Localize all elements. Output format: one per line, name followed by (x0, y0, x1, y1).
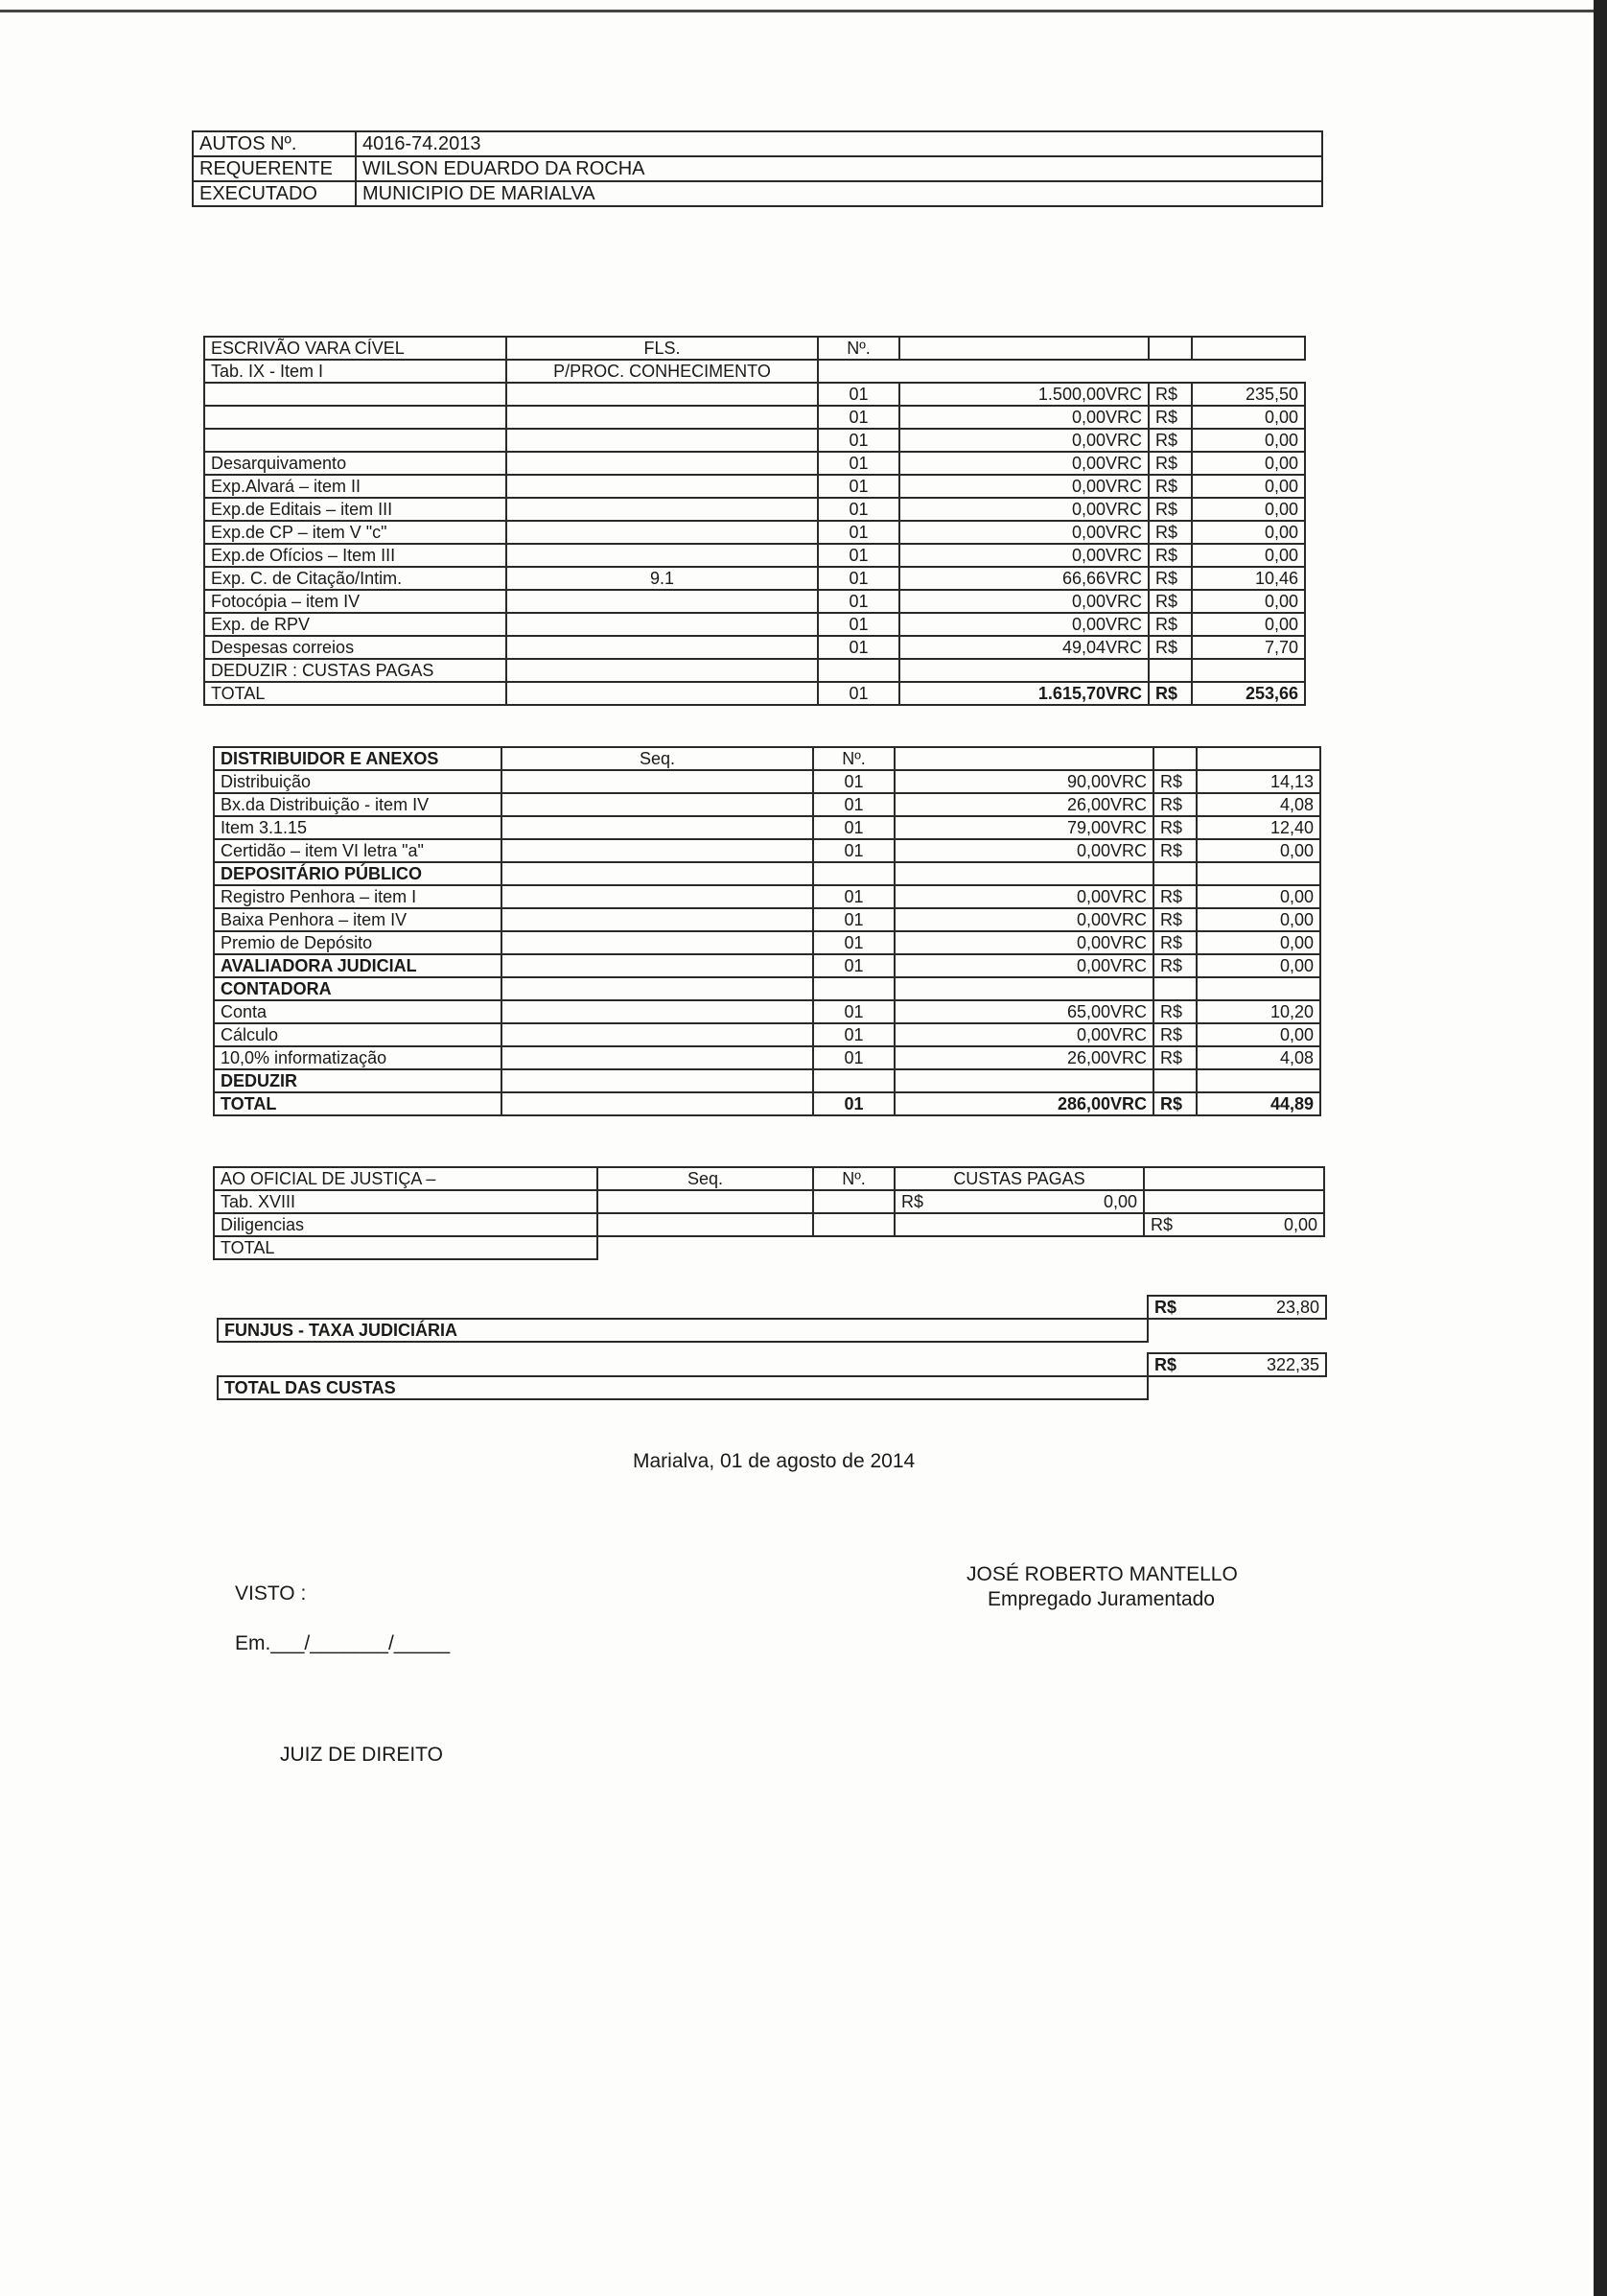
row-label: Desarquivamento (204, 452, 506, 475)
row-vrc: 0,00VRC (899, 475, 1149, 498)
row-value: 0,00 (1197, 839, 1320, 862)
row-value: 4,08 (1197, 793, 1320, 816)
row-seq (501, 793, 813, 816)
table-row (204, 383, 1305, 406)
row-number: 01 (813, 1000, 895, 1023)
oficial-table (213, 1166, 1325, 1260)
scan-top-edge (0, 10, 1607, 12)
row-seq (501, 908, 813, 931)
row-label: Despesas correios (204, 636, 506, 659)
total-number: 01 (813, 1092, 895, 1115)
row-value: 235,50 (1192, 383, 1305, 406)
row-seq (501, 954, 813, 977)
custas-pagas-label: CUSTAS PAGAS (953, 1169, 1085, 1188)
row-vrc: 49,04VRC (899, 636, 1149, 659)
row-currency: R$ (1153, 1046, 1197, 1069)
custas-val: 0,00 (1103, 1192, 1137, 1211)
judge-label: JUIZ DE DIREITO (280, 1744, 443, 1766)
row-value: 0,00 (1197, 1023, 1320, 1046)
row-seq (506, 498, 818, 521)
row-number: 01 (813, 931, 895, 954)
row-value: 0,00 (1192, 544, 1305, 567)
header-label: REQUERENTE (193, 156, 356, 181)
custas-pagas-cell (895, 1167, 1144, 1190)
row-vrc: 79,00VRC (895, 816, 1153, 839)
header-label: AUTOS Nº. (193, 131, 356, 156)
row-label: Exp.de Ofícios – Item III (204, 544, 506, 567)
table-row (214, 1000, 1320, 1023)
total-label: TOTAL (204, 682, 506, 705)
row-vrc: 0,00VRC (899, 498, 1149, 521)
total-custas-val: 322,35 (1266, 1355, 1319, 1374)
row-label (204, 383, 506, 406)
row-currency (1149, 659, 1192, 682)
row-currency: R$ (1153, 885, 1197, 908)
row-vrc: 0,00VRC (899, 452, 1149, 475)
row-vrc (895, 977, 1153, 1000)
row-currency: R$ (1149, 383, 1192, 406)
row-vrc: 0,00VRC (895, 885, 1153, 908)
row-number: 01 (818, 613, 899, 636)
row-number: 01 (818, 498, 899, 521)
total-vrc: 286,00VRC (895, 1092, 1153, 1115)
seq-label: Seq. (597, 1167, 813, 1190)
row-seq (501, 1046, 813, 1069)
row-label: Baixa Penhora – item IV (214, 908, 501, 931)
row-vrc: 65,00VRC (895, 1000, 1153, 1023)
row-vrc: 0,00VRC (899, 544, 1149, 567)
fls-label: FLS. (506, 337, 818, 360)
custas-cur: R$ (901, 1192, 924, 1211)
row-currency: R$ (1149, 567, 1192, 590)
scan-right-edge (1594, 0, 1607, 2296)
row-seq (501, 931, 813, 954)
row-label: Distribuição (214, 770, 501, 793)
row-seq (501, 885, 813, 908)
row-number: 01 (813, 1023, 895, 1046)
row-vrc: 66,66VRC (899, 567, 1149, 590)
table-row (214, 908, 1320, 931)
row-number: 01 (818, 636, 899, 659)
header-value: 4016-74.2013 (356, 131, 1322, 156)
table-row (214, 931, 1320, 954)
row-seq (501, 862, 813, 885)
row-label: CONTADORA (214, 977, 501, 1000)
row-currency: R$ (1153, 770, 1197, 793)
row-number (813, 1069, 895, 1092)
row-vrc: 0,00VRC (895, 931, 1153, 954)
row-vrc: 0,00VRC (899, 406, 1149, 429)
row-number: 01 (818, 567, 899, 590)
row-value: 0,00 (1197, 908, 1320, 931)
row-value: 0,00 (1192, 590, 1305, 613)
row-seq (506, 521, 818, 544)
table-row (214, 954, 1320, 977)
row-vrc (899, 659, 1149, 682)
table-row (214, 816, 1320, 839)
no-label: Nº. (818, 337, 899, 360)
row-label: Exp.de CP – item V "c" (204, 521, 506, 544)
total-number: 01 (818, 682, 899, 705)
total-seq (501, 1092, 813, 1115)
total-custas-cur: R$ (1154, 1355, 1177, 1374)
row-seq (501, 1000, 813, 1023)
row-seq (501, 816, 813, 839)
row-value (1197, 862, 1320, 885)
row-label: Conta (214, 1000, 501, 1023)
table-row (204, 521, 1305, 544)
row-label (204, 429, 506, 452)
row-seq (506, 429, 818, 452)
row-currency: R$ (1153, 931, 1197, 954)
row-currency: R$ (1149, 544, 1192, 567)
total-label: TOTAL (214, 1092, 501, 1115)
row-currency: R$ (1153, 816, 1197, 839)
row-vrc: 0,00VRC (899, 613, 1149, 636)
row-currency: R$ (1153, 1000, 1197, 1023)
row-value (1197, 977, 1320, 1000)
row-seq (506, 659, 818, 682)
row-label (204, 406, 506, 429)
row-seq (501, 839, 813, 862)
row-label: DEDUZIR (214, 1069, 501, 1092)
row-currency: R$ (1149, 590, 1192, 613)
row-currency: R$ (1149, 406, 1192, 429)
header-row (193, 156, 1322, 181)
row-seq (506, 406, 818, 429)
row-currency: R$ (1149, 498, 1192, 521)
row-label: Registro Penhora – item I (214, 885, 501, 908)
row-label: DEPOSITÁRIO PÚBLICO (214, 862, 501, 885)
row-currency: R$ (1153, 839, 1197, 862)
row-value: 14,13 (1197, 770, 1320, 793)
row-value: 0,00 (1192, 475, 1305, 498)
row-value (1192, 659, 1305, 682)
total-currency: R$ (1149, 682, 1192, 705)
total-value: 44,89 (1197, 1092, 1320, 1115)
row-seq (506, 475, 818, 498)
table-row (204, 567, 1305, 590)
dil-cur: R$ (1151, 1215, 1174, 1234)
row-label: Bx.da Distribuição - item IV (214, 793, 501, 816)
row-vrc: 0,00VRC (895, 908, 1153, 931)
row-label: DEDUZIR : CUSTAS PAGAS (204, 659, 506, 682)
table-row (214, 862, 1320, 885)
header-row (193, 131, 1322, 156)
row-vrc (895, 1069, 1153, 1092)
row-value: 0,00 (1192, 429, 1305, 452)
row-value: 7,70 (1192, 636, 1305, 659)
row-value: 0,00 (1192, 521, 1305, 544)
funjus-table (217, 1295, 1327, 1343)
row-number: 01 (813, 770, 895, 793)
funjus-label: FUNJUS - TAXA JUDICIÁRIA (218, 1319, 1148, 1342)
oficial-title: AO OFICIAL DE JUSTIÇA – (214, 1167, 597, 1190)
row-seq (506, 544, 818, 567)
header-row (193, 181, 1322, 206)
row-seq (501, 1069, 813, 1092)
row-seq: 9.1 (506, 567, 818, 590)
table-row (204, 590, 1305, 613)
header-value: MUNICIPIO DE MARIALVA (356, 181, 1322, 206)
table-row (204, 544, 1305, 567)
row-number: 01 (818, 590, 899, 613)
row-label: Exp. C. de Citação/Intim. (204, 567, 506, 590)
row-number: 01 (813, 793, 895, 816)
row-currency: R$ (1153, 908, 1197, 931)
row-currency: R$ (1149, 452, 1192, 475)
row-seq (501, 977, 813, 1000)
row-value: 0,00 (1192, 498, 1305, 521)
table-row (204, 613, 1305, 636)
header-value: WILSON EDUARDO DA ROCHA (356, 156, 1322, 181)
row-currency (1153, 862, 1197, 885)
row-value (1197, 1069, 1320, 1092)
row-vrc: 1.500,00VRC (899, 383, 1149, 406)
row-value: 10,20 (1197, 1000, 1320, 1023)
fls-sub: P/PROC. CONHECIMENTO (506, 360, 818, 383)
row-seq (506, 636, 818, 659)
table-row (214, 885, 1320, 908)
row-label: Item 3.1.15 (214, 816, 501, 839)
table-row (204, 452, 1305, 475)
row-value: 0,00 (1197, 954, 1320, 977)
row-value: 12,40 (1197, 816, 1320, 839)
row-seq (501, 770, 813, 793)
distribuidor-title: DISTRIBUIDOR E ANEXOS (214, 747, 501, 770)
row-currency: R$ (1149, 429, 1192, 452)
header-label: EXECUTADO (193, 181, 356, 206)
signer-name: JOSÉ ROBERTO MANTELLO (967, 1563, 1238, 1585)
row-label: Cálculo (214, 1023, 501, 1046)
row-currency: R$ (1149, 636, 1192, 659)
escrivao-tab: Tab. IX - Item I (204, 360, 506, 383)
em-date-line: Em.___/_______/_____ (235, 1632, 451, 1654)
table-row (214, 770, 1320, 793)
row-number (813, 977, 895, 1000)
row-number: 01 (813, 816, 895, 839)
total-currency: R$ (1153, 1092, 1197, 1115)
row-label: Premio de Depósito (214, 931, 501, 954)
row-number: 01 (818, 452, 899, 475)
row-vrc: 0,00VRC (899, 521, 1149, 544)
row-vrc: 26,00VRC (895, 1046, 1153, 1069)
row-number: 01 (818, 521, 899, 544)
total-vrc: 1.615,70VRC (899, 682, 1149, 705)
row-label: Exp.de Editais – item III (204, 498, 506, 521)
table-row (214, 1046, 1320, 1069)
row-seq (506, 613, 818, 636)
row-vrc: 26,00VRC (895, 793, 1153, 816)
row-label: 10,0% informatização (214, 1046, 501, 1069)
row-seq (506, 590, 818, 613)
row-vrc: 0,00VRC (895, 1023, 1153, 1046)
no-label: Nº. (813, 747, 895, 770)
row-value: 0,00 (1197, 931, 1320, 954)
row-seq (501, 1023, 813, 1046)
total-value: 253,66 (1192, 682, 1305, 705)
table-row (214, 1023, 1320, 1046)
row-number: 01 (813, 908, 895, 931)
row-vrc: 0,00VRC (899, 429, 1149, 452)
funjus-cur: R$ (1154, 1298, 1177, 1317)
funjus-val: 23,80 (1275, 1298, 1319, 1317)
row-currency: R$ (1153, 1023, 1197, 1046)
table-row (204, 636, 1305, 659)
row-value: 4,08 (1197, 1046, 1320, 1069)
visto-label: VISTO : (235, 1582, 307, 1605)
table-row (214, 977, 1320, 1000)
row-value: 10,46 (1192, 567, 1305, 590)
row-seq (506, 383, 818, 406)
total-row (204, 682, 1305, 705)
row-value: 0,00 (1192, 613, 1305, 636)
row-currency: R$ (1149, 521, 1192, 544)
row-number: 01 (818, 383, 899, 406)
row-value: 0,00 (1197, 885, 1320, 908)
distribuidor-table (213, 746, 1321, 1116)
escrivao-title: ESCRIVÃO VARA CÍVEL (204, 337, 506, 360)
row-number: 01 (813, 839, 895, 862)
row-label: Certidão – item VI letra "a" (214, 839, 501, 862)
oficial-tab: Tab. XVIII (214, 1190, 597, 1213)
row-currency: R$ (1153, 793, 1197, 816)
table-row (214, 793, 1320, 816)
diligencias-label: Diligencias (214, 1213, 597, 1236)
row-number: 01 (813, 885, 895, 908)
table-row (204, 659, 1305, 682)
row-number: 01 (818, 406, 899, 429)
table-row (204, 429, 1305, 452)
row-currency: R$ (1149, 613, 1192, 636)
row-vrc: 0,00VRC (899, 590, 1149, 613)
table-row (214, 1069, 1320, 1092)
row-currency (1153, 977, 1197, 1000)
total-seq (506, 682, 818, 705)
row-number: 01 (818, 429, 899, 452)
oficial-total-label: TOTAL (214, 1236, 597, 1259)
row-number (818, 659, 899, 682)
no-label: Nº. (813, 1167, 895, 1190)
table-row (214, 839, 1320, 862)
table-row (204, 406, 1305, 429)
case-header-table (192, 130, 1323, 207)
row-currency: R$ (1149, 475, 1192, 498)
row-number: 01 (818, 475, 899, 498)
row-number: 01 (818, 544, 899, 567)
row-vrc: 0,00VRC (895, 954, 1153, 977)
row-number: 01 (813, 954, 895, 977)
row-number (813, 862, 895, 885)
row-label: Exp.Alvará – item II (204, 475, 506, 498)
row-vrc: 0,00VRC (895, 839, 1153, 862)
row-seq (506, 452, 818, 475)
row-currency: R$ (1153, 954, 1197, 977)
row-currency (1153, 1069, 1197, 1092)
dil-val: 0,00 (1283, 1215, 1317, 1234)
escrivao-table (203, 336, 1306, 706)
table-row (204, 475, 1305, 498)
row-value: 0,00 (1192, 406, 1305, 429)
total-row (214, 1092, 1320, 1115)
total-custas-label: TOTAL DAS CUSTAS (218, 1376, 1148, 1399)
row-label: AVALIADORA JUDICIAL (214, 954, 501, 977)
document-date: Marialva, 01 de agosto de 2014 (633, 1450, 916, 1472)
signer-role: Empregado Juramentado (988, 1588, 1215, 1610)
row-vrc (895, 862, 1153, 885)
table-row (204, 498, 1305, 521)
row-label: Fotocópia – item IV (204, 590, 506, 613)
row-number: 01 (813, 1046, 895, 1069)
total-custas-table (217, 1352, 1327, 1400)
seq-label: Seq. (501, 747, 813, 770)
row-value: 0,00 (1192, 452, 1305, 475)
row-label: Exp. de RPV (204, 613, 506, 636)
row-vrc: 90,00VRC (895, 770, 1153, 793)
